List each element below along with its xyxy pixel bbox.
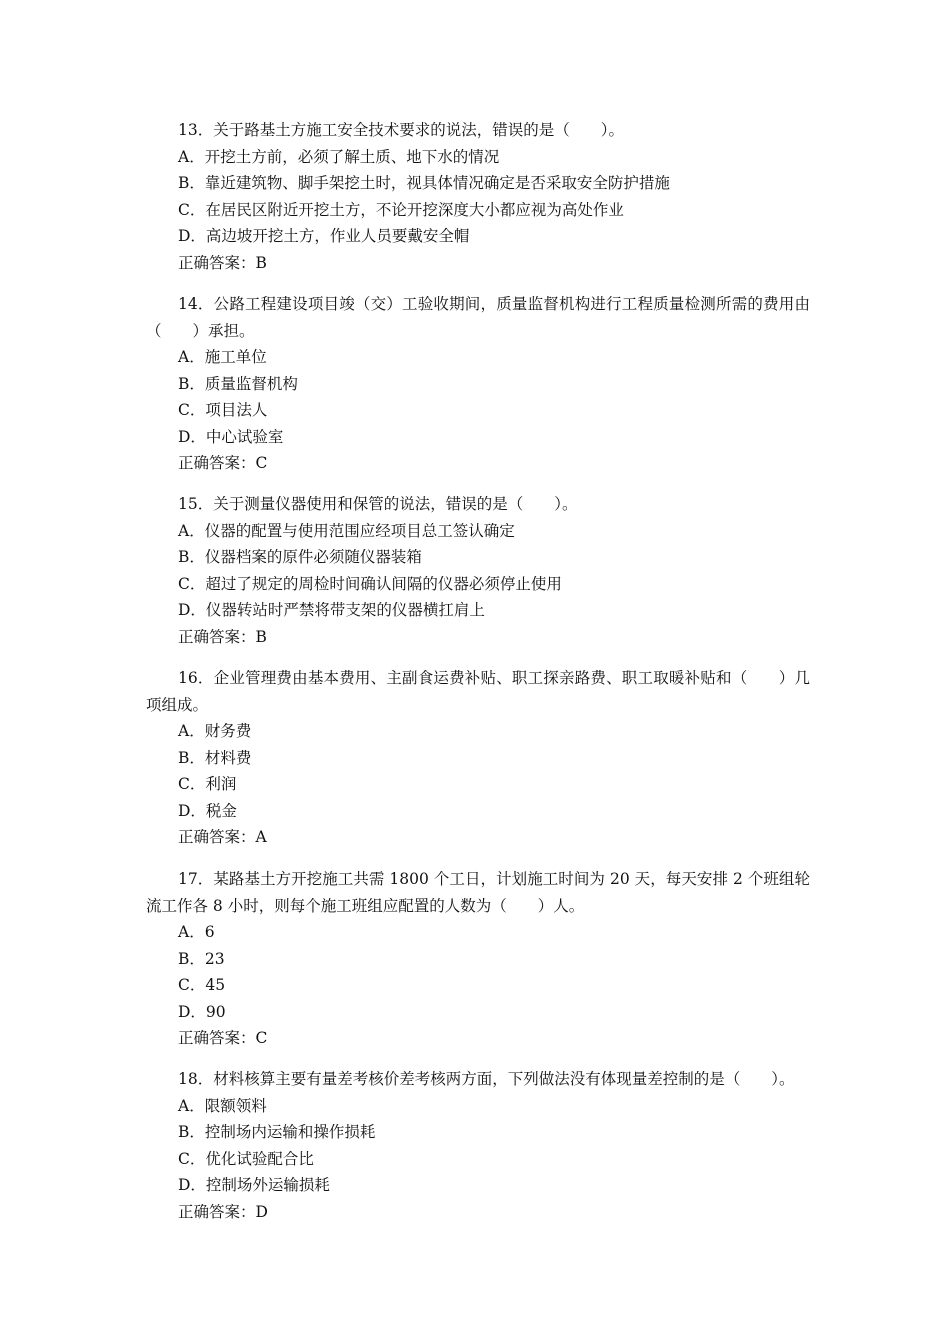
option-c: C．在居民区附近开挖土方，不论开挖深度大小都应视为高处作业 bbox=[178, 200, 624, 219]
option-c: C．项目法人 bbox=[178, 401, 268, 419]
option-c: C．超过了规定的周检时间确认间隔的仪器必须停止使用 bbox=[178, 574, 562, 593]
option-b: B．质量监督机构 bbox=[178, 374, 298, 393]
option-d: D．仪器转站时严禁将带支架的仪器横扛肩上 bbox=[178, 601, 485, 619]
correct-answer: 正确答案：C bbox=[178, 454, 268, 472]
correct-answer: 正确答案：B bbox=[178, 627, 267, 646]
option-c: C．利润 bbox=[178, 775, 237, 793]
correct-answer: 正确答案：A bbox=[178, 828, 267, 846]
question-13 bbox=[146, 117, 810, 276]
correct-answer: 正确答案：D bbox=[178, 1202, 268, 1221]
option-d: D．控制场外运输损耗 bbox=[178, 1176, 330, 1194]
option-d: D．税金 bbox=[178, 801, 237, 820]
option-b: B．23 bbox=[178, 949, 225, 968]
option-c: C．优化试验配合比 bbox=[178, 1149, 314, 1168]
question-16 bbox=[146, 665, 810, 851]
correct-answer: 正确答案：C bbox=[178, 1029, 268, 1047]
question-stem: 15．关于测量仪器使用和保管的说法，错误的是（ ）。 bbox=[178, 495, 578, 513]
option-a: A．开挖土方前，必须了解土质、地下水的情况 bbox=[178, 147, 500, 166]
option-d: D．高边坡开挖土方，作业人员要戴安全帽 bbox=[178, 227, 470, 245]
question-18 bbox=[146, 1066, 810, 1225]
question-stem: 17．某路基土方开挖施工共需 1800 个工日，计划施工时间为 20 天，每天安排 2 个班组轮流工作各 8 小时，则每个施工班组应配置的人数为（ ）人。 bbox=[146, 870, 810, 915]
question-stem: 14．公路工程建设项目竣（交）工验收期间，质量监督机构进行工程质量检测所需的费用由（ ）承担。 bbox=[146, 295, 810, 340]
option-d: D．中心试验室 bbox=[178, 427, 284, 446]
question-17 bbox=[146, 866, 810, 1052]
option-b: B．靠近建筑物、脚手架挖土时，视具体情况确定是否采取安全防护措施 bbox=[178, 174, 670, 192]
option-d: D．90 bbox=[178, 1002, 226, 1021]
question-stem: 13．关于路基土方施工安全技术要求的说法，错误的是（ ）。 bbox=[178, 121, 624, 139]
option-b: B．控制场内运输和操作损耗 bbox=[178, 1123, 376, 1141]
question-stem: 18．材料核算主要有量差考核价差考核两方面，下列做法没有体现量差控制的是（ ）。 bbox=[178, 1070, 795, 1088]
correct-answer: 正确答案：B bbox=[178, 253, 267, 272]
question-stem: 16．企业管理费由基本费用、主副食运费补贴、职工探亲路费、职工取暖补贴和（ ）几项组成。 bbox=[146, 669, 810, 714]
option-a: A．6 bbox=[178, 923, 215, 941]
option-a: A．限额领料 bbox=[178, 1096, 267, 1115]
option-a: A．仪器的配置与使用范围应经项目总工签认确定 bbox=[178, 521, 515, 540]
option-b: B．仪器档案的原件必须随仪器装箱 bbox=[178, 548, 422, 566]
option-c: C．45 bbox=[178, 976, 226, 994]
question-15 bbox=[146, 491, 810, 650]
option-b: B．材料费 bbox=[178, 748, 252, 767]
option-a: A．施工单位 bbox=[178, 348, 267, 366]
option-a: A．财务费 bbox=[178, 722, 252, 740]
question-14 bbox=[146, 291, 810, 477]
